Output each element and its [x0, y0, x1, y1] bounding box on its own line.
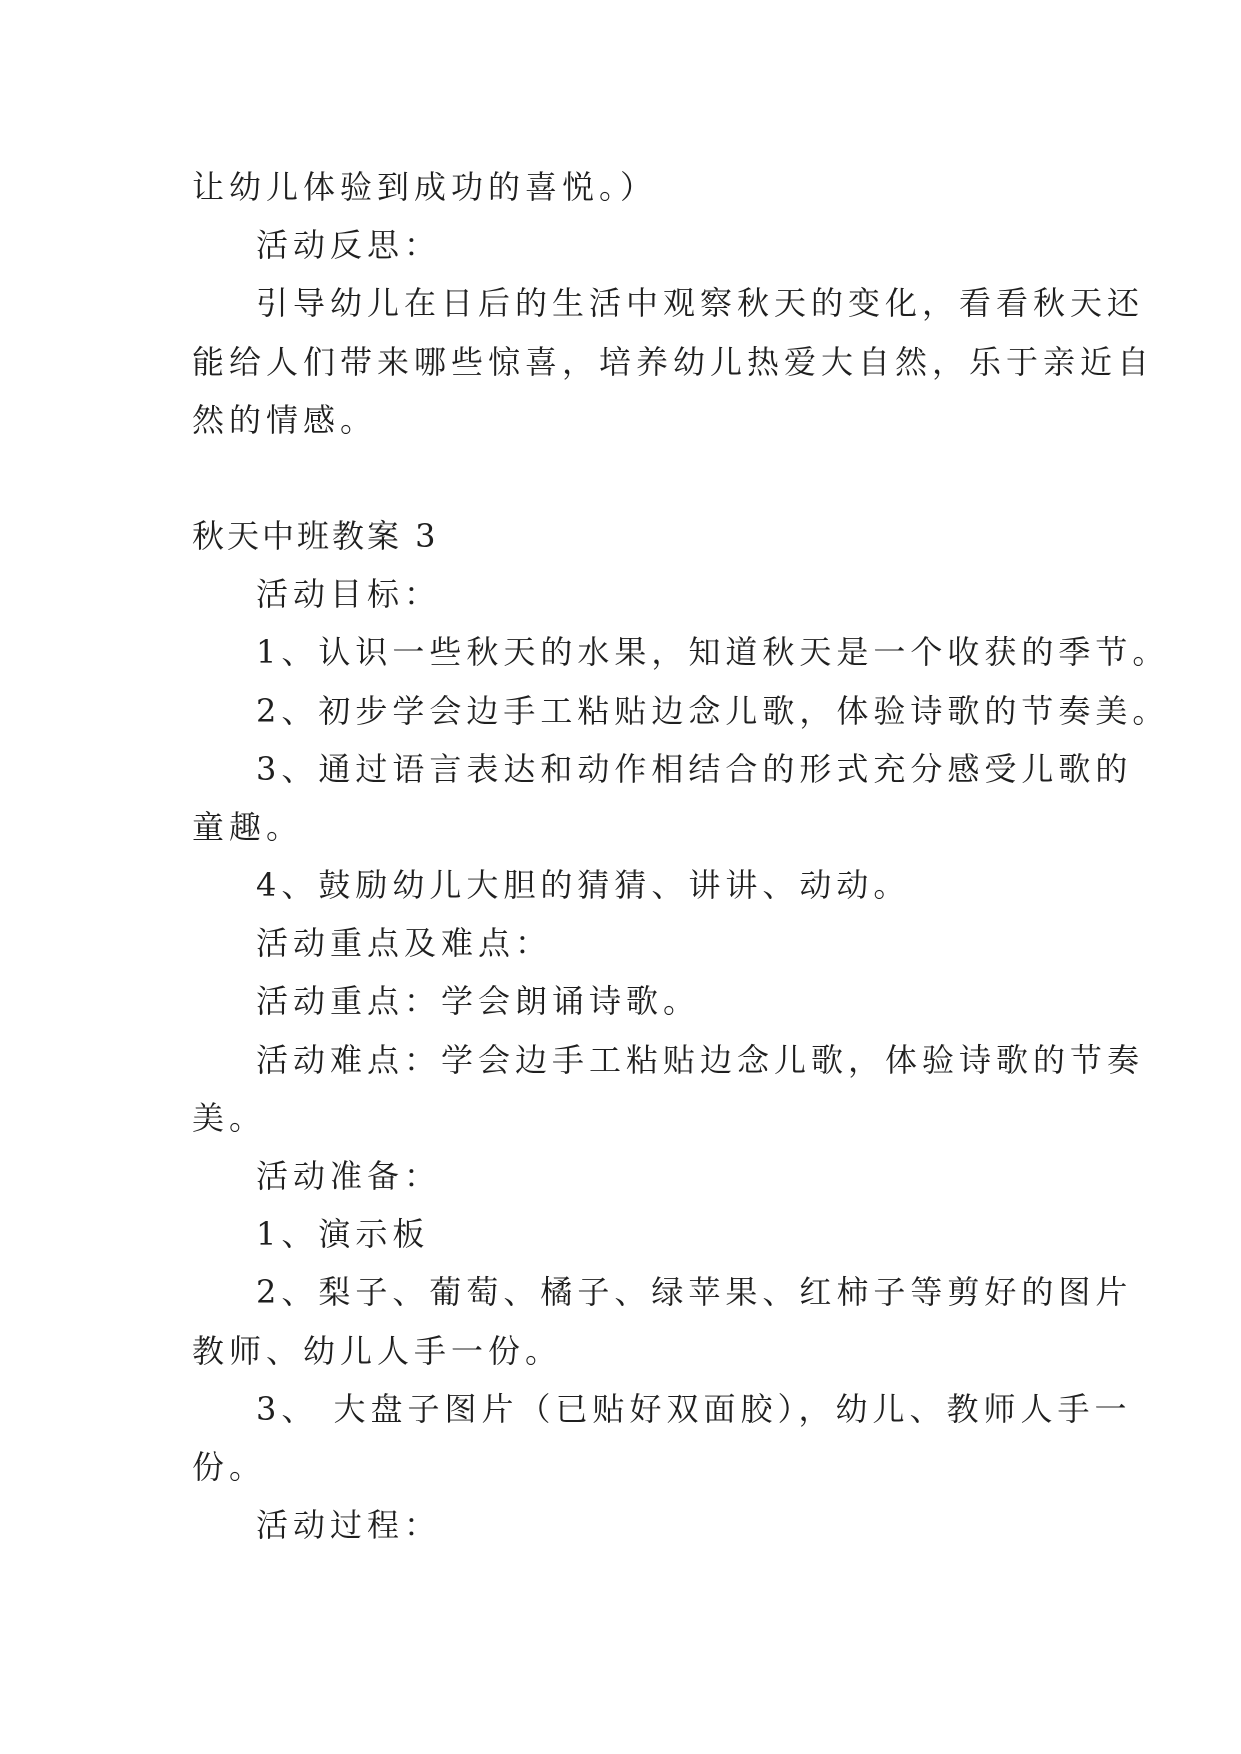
text-line: 份。	[192, 1447, 267, 1486]
text-line: 童趣。	[192, 807, 304, 846]
prep-item: 3、 大盘子图片（已贴好双面胶），幼儿、教师人手一	[256, 1389, 1132, 1428]
text-line: 美。	[192, 1098, 267, 1137]
prep-label: 活动准备：	[256, 1157, 442, 1195]
key-points-label: 活动重点及难点：	[256, 924, 553, 963]
goal-item: 4、鼓励幼儿大胆的猜猜、讲讲、动动。	[256, 866, 911, 905]
document-page	[192, 158, 1170, 1554]
text-line: 让幼儿体验到成功的喜悦。）	[192, 168, 658, 206]
goal-item: 3、通过语言表达和动作相结合的形式充分感受儿歌的	[256, 749, 1133, 788]
text-line: 引导幼儿在日后的生活中观察秋天的变化，看看秋天还	[256, 284, 1145, 323]
reflection-label: 活动反思：	[256, 226, 442, 265]
prep-item: 1、演示板	[256, 1215, 430, 1254]
prep-item: 2、梨子、葡萄、橘子、绿苹果、红柿子等剪好的图片	[256, 1273, 1133, 1312]
text-line: 能给人们带来哪些惊喜，培养幼儿热爱大自然，乐于亲近自	[192, 342, 1155, 381]
text-line: 然的情感。	[192, 400, 378, 439]
goals-label: 活动目标：	[256, 575, 442, 614]
process-label: 活动过程：	[256, 1506, 442, 1545]
key-point: 活动重点：学会朗诵诗歌。	[256, 982, 701, 1021]
section-title: 秋天中班教案 3	[192, 516, 439, 555]
text-line: 教师、幼儿人手一份。	[192, 1331, 563, 1370]
goal-item: 2、初步学会边手工粘贴边念儿歌，体验诗歌的节奏美。	[256, 691, 1170, 730]
paragraph-gap	[192, 449, 1072, 507]
difficulty-point: 活动难点：学会边手工粘贴边念儿歌，体验诗歌的节奏	[256, 1040, 1145, 1079]
goal-item: 1、认识一些秋天的水果，知道秋天是一个收获的季节。	[256, 633, 1170, 672]
